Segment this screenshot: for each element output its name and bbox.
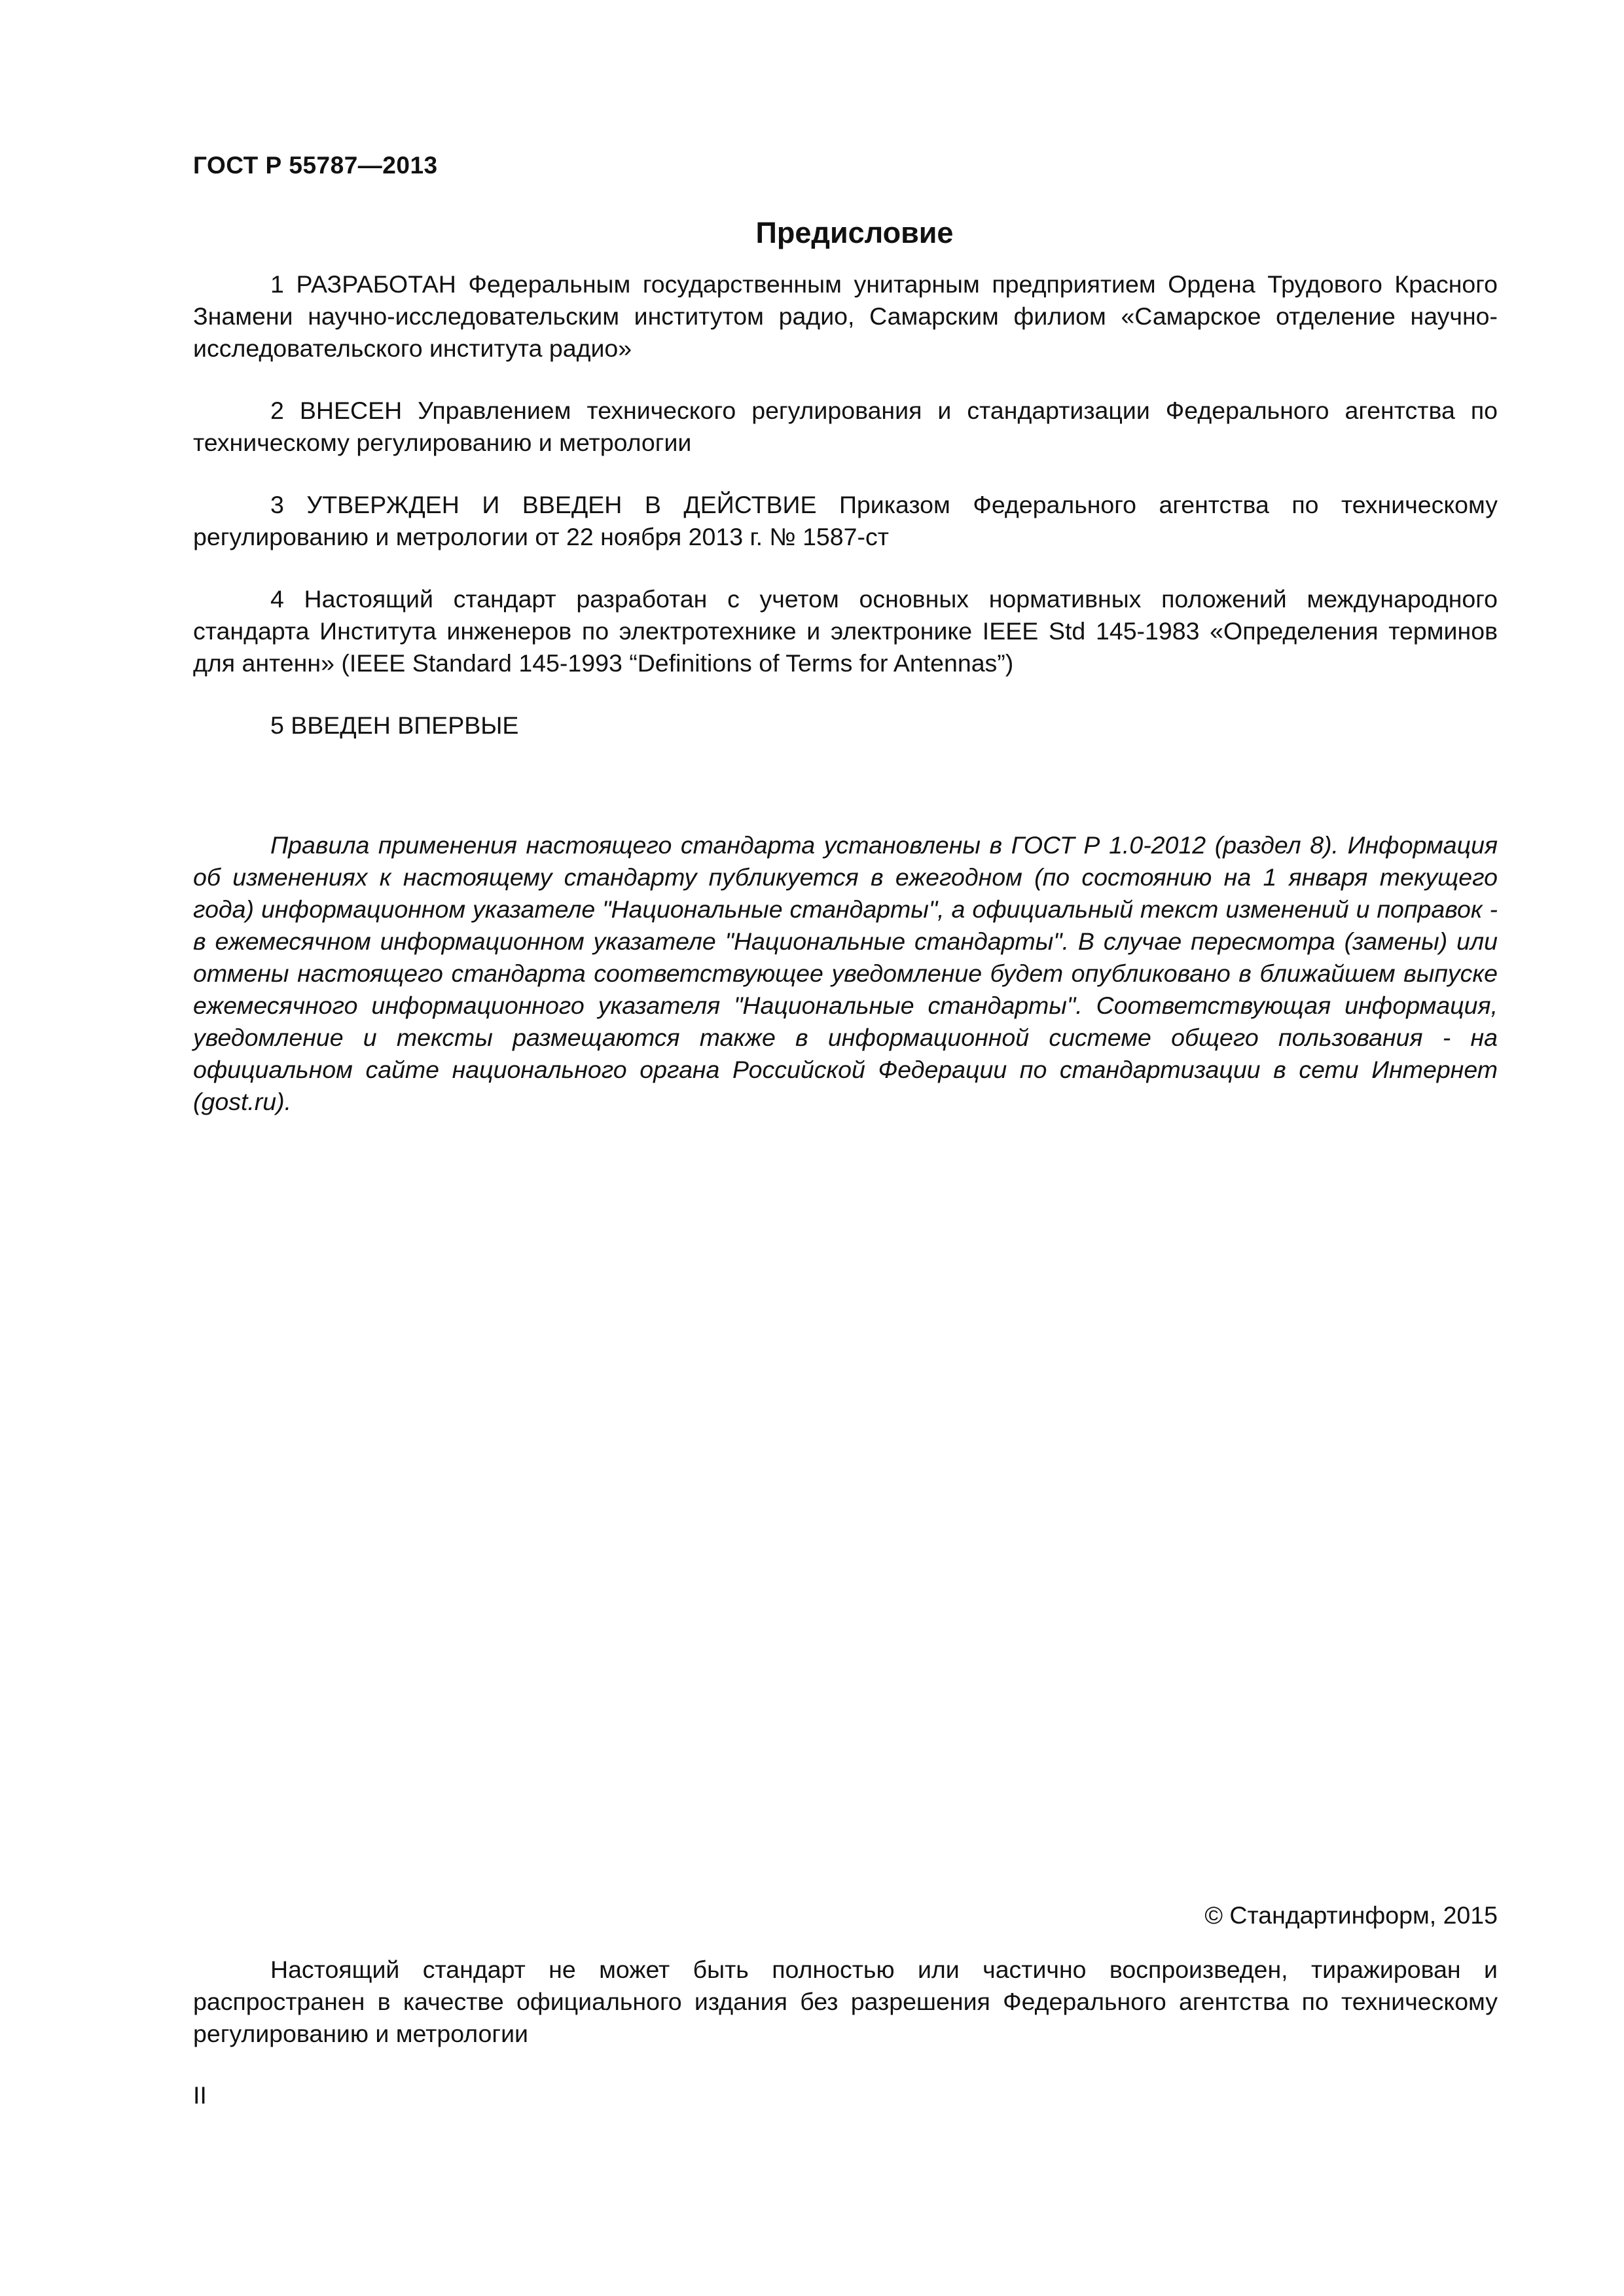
paragraph-introduced-by: 2 ВНЕСЕН Управлением технического регулирования и стандартизации Федерального агентства по техническому регулированию и метрологии (193, 397, 1498, 456)
standard-code: ГОСТ Р 55787—2013 (193, 152, 438, 179)
page-number: II (193, 2081, 207, 2109)
paragraph-based-on: 4 Настоящий стандарт разработан с учетом основных нормативных положений международного стандарта Института инженеров по электротехнике и электронике IEEE Std 145-1983 «Определения терминов для антенн» (IEEE Standard 145-1993 “Definitions of Terms for Antennas”) (193, 585, 1498, 677)
application-rules-notice: Правила применения настоящего стандарта установлены в ГОСТ Р 1.0-2012 (раздел 8). Информация об изменениях к настоящему стандарту публикуется в ежегодном (по состоянию на 1 января текущего года) информационном указателе "Национальные стандарты", а официальный текст изменений и поправок - в ежемесячном информационном указателе "Национальные стандарты". В случае пересмотра (замены) или отмены настоящего стандарта соответствующее уведомление будет опубликовано в ближайшем выпуске ежемесячного информационного указателя "Национальные стандарты". Соответствующая информация, уведомление и тексты размещаются также в информационной системе общего пользования - на официальном сайте национального органа Российской Федерации по стандартизации в сети Интернет (gost.ru). (193, 831, 1498, 1115)
paragraph-introduced-first: 5 ВВЕДЕН ВПЕРВЫЕ (270, 711, 519, 739)
page-title: Предисловие (755, 216, 954, 249)
paragraph-approved: 3 УТВЕРЖДЕН И ВВЕДЕН В ДЕЙСТВИЕ Приказом Федерального агентства по техническому регулированию и метрологии от 22 ноября 2013 г. № 1587-ст (193, 491, 1498, 550)
reproduction-rights-notice: Настоящий стандарт не может быть полностью или частично воспроизведен, тиражирован и распространен в качестве официального издания без разрешения Федерального агентства по техническому регулированию и метрологии (193, 1956, 1498, 2047)
paragraph-developed-by: 1 РАЗРАБОТАН Федеральным государственным унитарным предприятием Ордена Трудового Красного Знамени научно-исследовательским институтом радио, Самарским филиом «Самарское отделение научно-исследовательского института радио» (193, 270, 1498, 362)
copyright: © Стандартинформ, 2015 (1204, 1901, 1498, 1929)
